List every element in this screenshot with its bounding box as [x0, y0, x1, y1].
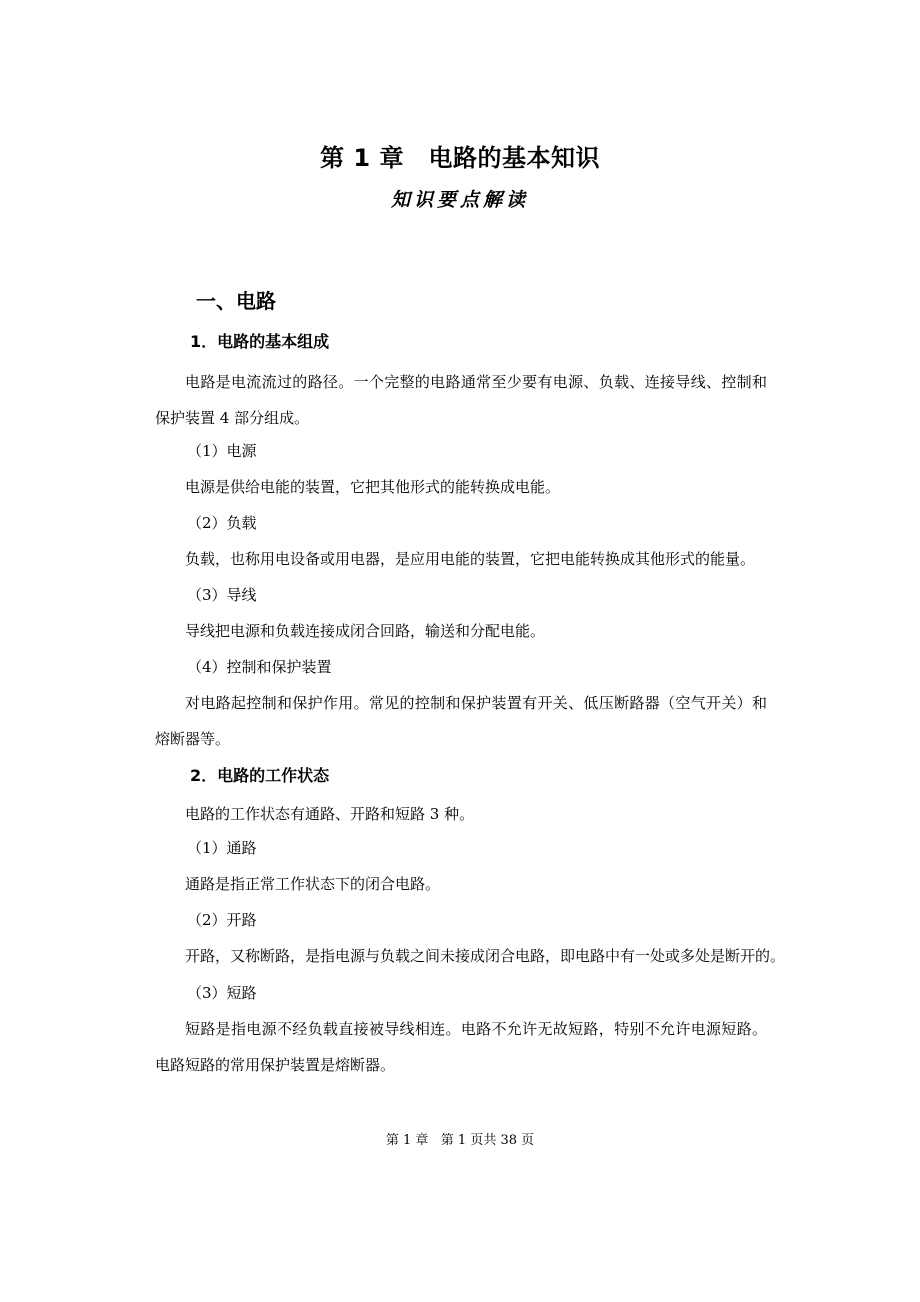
chapter-title: 第 1 章 电路的基本知识	[320, 144, 600, 172]
page-footer	[0, 1131, 920, 1151]
paragraph-wire: 导线把电源和负载连接成闭合回路，输送和分配电能。	[185, 622, 546, 640]
paragraph-power-source: 电源是供给电能的装置，它把其他形式的能转换成电能。	[185, 478, 561, 496]
paragraph-working-state-intro: 电路的工作状态有通路、开路和短路 3 种。	[185, 805, 475, 823]
item-label-load: （2）负载	[187, 514, 257, 532]
paragraph-closed-circuit: 通路是指正常工作状态下的闭合电路。	[185, 875, 441, 893]
paragraph-load: 负载，也称用电设备或用电器，是应用电能的装置，它把电能转换成其他形式的能量。	[185, 550, 756, 568]
paragraph-open-circuit: 开路，又称断路，是指电源与负载之间未接成闭合电路，即电路中有一处或多处是断开的。	[185, 947, 786, 965]
section-heading-circuit: 一、电路	[196, 289, 276, 313]
paragraph-composition-intro: 电路是电流流过的路径。一个完整的电路通常至少要有电源、负载、连接导线、控制和保护装置 4 部分组成。	[155, 373, 767, 427]
item-label-control-protection: （4）控制和保护装置	[187, 658, 332, 676]
paragraph-short-circuit: 短路是指电源不经负载直接被导线相连。电路不允许无故短路，特别不允许电源短路。电路短路的常用保护装置是熔断器。	[155, 1020, 767, 1074]
subsection-heading-working-state: 2．电路的工作状态	[190, 766, 330, 785]
item-label-closed-circuit: （1）通路	[187, 839, 257, 857]
footer-page-number: 第 1 页共 38 页	[440, 1133, 535, 1148]
item-label-short-circuit: （3）短路	[187, 984, 257, 1002]
item-label-open-circuit: （2）开路	[187, 911, 257, 929]
chapter-subtitle: 知识要点解读	[390, 189, 529, 211]
subsection-heading-composition: 1．电路的基本组成	[190, 332, 330, 351]
paragraph-control-protection: 对电路起控制和保护作用。常见的控制和保护装置有开关、低压断路器（空气开关）和熔断器等。	[155, 694, 767, 748]
footer-chapter: 第 1 章	[385, 1133, 429, 1148]
item-label-wire: （3）导线	[187, 586, 257, 604]
item-label-power-source: （1）电源	[187, 442, 257, 460]
